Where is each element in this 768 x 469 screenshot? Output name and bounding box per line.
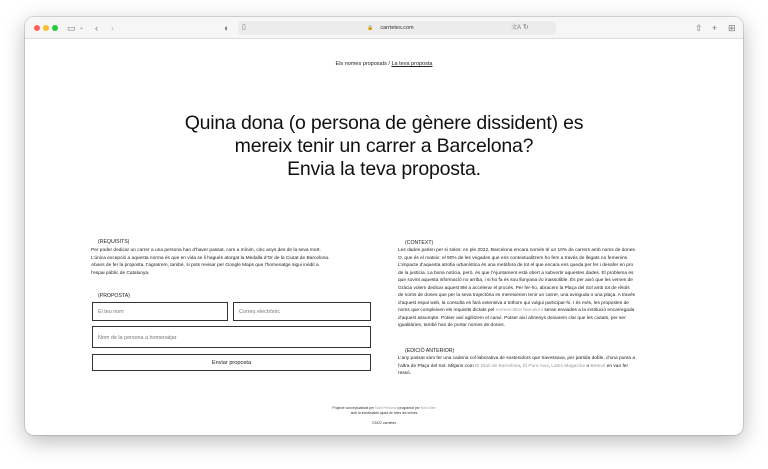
- context-line: [398, 307, 688, 315]
- context-line: Gràcia volem dedicar aquest 8M a accelerar el procés. Per fer-ho, abracem la Plaça del Sol amb tot de rètols: [398, 285, 630, 291]
- context-line: O, que és el mateix: el 90% de les vegades que ens contextualitzem ho fem a través de llegats no femenins.: [398, 255, 629, 261]
- context-line: igualitàries, també han de portar nomes de dones.: [398, 323, 505, 328]
- proposal-heading: (PROPOSTA): [98, 293, 130, 299]
- address-text: carrtetes.com: [380, 25, 414, 31]
- credits-line: amb la inestimable ajuda de totes les veïnes: [350, 410, 418, 415]
- credits-text: i programat per: [395, 406, 421, 410]
- lock-icon: 🔒: [367, 25, 374, 31]
- previous-edition-text: [398, 355, 690, 378]
- page-title: [25, 112, 743, 181]
- breadcrumb-proposals-link[interactable]: Els nomes proposats: [335, 61, 387, 67]
- media-link-diari-barcelona[interactable]: El Diari de Barcelona: [475, 363, 521, 369]
- submit-proposal-button[interactable]: Enviar proposta: [92, 354, 371, 371]
- tab-overview-icon[interactable]: ⊞: [728, 23, 736, 33]
- breadcrumb: [25, 61, 743, 67]
- requirements-heading: (REQUISITS): [98, 239, 130, 245]
- previous-edition-line-end: en van fer: [605, 363, 629, 369]
- credits-text: Projecte conceptualitzat per: [332, 406, 376, 410]
- maximize-window-button[interactable]: [52, 25, 58, 31]
- title-line-2: mereix tenir un carrer a Barcelona?: [234, 135, 534, 157]
- name-input[interactable]: [92, 302, 228, 321]
- new-tab-icon[interactable]: +: [712, 23, 718, 33]
- context-text: [398, 247, 688, 330]
- requirements-text: [91, 247, 381, 277]
- back-icon[interactable]: ‹: [95, 23, 98, 33]
- minimize-window-button[interactable]: [43, 25, 49, 31]
- chevron-down-icon[interactable]: ⌄: [79, 25, 85, 31]
- media-link-latex-magazine[interactable]: Latex Magazine: [551, 363, 586, 369]
- context-line: que sovint aquesta informació no arriba, i si ho fa és sou llunyana i/o inassolible. És per això que les veïnes de: [398, 278, 633, 283]
- media-link-beteve[interactable]: Betevé: [590, 363, 606, 369]
- previous-edition-line-start: l’altra de Plaça del Sol. Mitjans com: [398, 363, 476, 369]
- requirements-line: Abans de fer la proposta, t’agraïrem, també, si pots revisar per Google Maps que l’homenatge sigui inèdit a: [91, 263, 319, 268]
- browser-toolbar: [25, 17, 743, 39]
- requirements-line: l’espai públic de Catalunya.: [91, 270, 150, 276]
- context-line: de la justícia. La bona notícia, però, és que l’Ajuntament està obert a subvertir aquestes dades. El problema és: [398, 270, 634, 276]
- translate-icon[interactable]: 文A: [511, 25, 522, 31]
- sidebar-icon[interactable]: ▭: [67, 23, 76, 33]
- page-icon: ▯: [242, 24, 246, 31]
- share-icon[interactable]: ⇧: [695, 23, 703, 33]
- footer-credits: [25, 406, 743, 415]
- credits-developer-link[interactable]: Nom Altre: [420, 406, 436, 410]
- previous-edition-line: L’any passat vam fer una cadena col·laborativa de sostenidors que travessava, per partida doble, d’una punta a: [398, 356, 636, 361]
- credits-author-link[interactable]: Nom Persona: [375, 406, 396, 410]
- email-input[interactable]: [233, 302, 371, 321]
- breadcrumb-separator: /: [386, 61, 392, 67]
- requirements-line: L’única excepció a aquesta norma és que en vida se li hagués atorgat la Medalla d’Or de la Ciutat de Barcelona.: [91, 255, 330, 261]
- breadcrumb-current[interactable]: La teva proposta: [391, 61, 433, 67]
- context-line: Les dades parlen per si soles: en ple 2022, Barcelona encara només té un 10% de carrers amb noms de dones.: [398, 248, 637, 253]
- context-line-start: noms que compleixen els requisits dictats pel: [398, 308, 495, 313]
- title-line-1: Quina dona (o persona de gènere dissident) es: [184, 112, 584, 134]
- copyright: ©2022 carrtetes: [371, 421, 397, 425]
- context-line: de noms de dones que per la seva trajectòria es mereixerien tenir un carrer, una avinguda o una plaça. A través: [398, 293, 636, 298]
- privacy-shield-icon[interactable]: ◐: [224, 23, 230, 33]
- context-line-end: seran enviades a la institució encarregada: [543, 308, 635, 313]
- context-line: L’impacte d’aquesta atrofia urbanística és una metàfora de tot el que encara ens queda per fer i desafer en pro: [398, 263, 634, 268]
- honoree-name-input[interactable]: [92, 326, 371, 348]
- previous-edition-line: [398, 363, 690, 371]
- nomenclator-link[interactable]: nomenclàtor barceloní: [495, 308, 544, 313]
- context-line: d’aquest espai web, la consulta es farà extensiva a tothom qui vulgui participar-hi. I és més, les propostes de: [398, 300, 629, 306]
- forward-icon[interactable]: ›: [111, 23, 114, 33]
- page-content: [25, 39, 743, 435]
- requirements-line: Per poder dedicar un carrer a una persona han d’haver passat, com a mínim, cinc anys des de la seva mort.: [91, 248, 321, 253]
- previous-edition-line: ressò.: [398, 371, 412, 376]
- media-link-punt-avui[interactable]: El Punt Avui: [522, 363, 549, 369]
- title-line-3: Envia la teva proposta.: [287, 158, 481, 180]
- browser-window: [25, 17, 743, 435]
- context-line: d’aquest assumpte. Potser així agilitzem el canvi. Potser així almenys deixarem clar que les ciutats, per ser: [398, 315, 626, 321]
- previous-edition-heading: (EDICIÓ ANTERIOR): [405, 348, 455, 354]
- separator: ,: [548, 363, 552, 369]
- reload-icon[interactable]: ↻: [523, 24, 529, 31]
- separator: o: [585, 363, 591, 369]
- close-window-button[interactable]: [34, 25, 40, 31]
- separator: ,: [520, 363, 523, 369]
- context-heading: (CONTEXT): [405, 240, 434, 246]
- address-bar[interactable]: [238, 21, 556, 35]
